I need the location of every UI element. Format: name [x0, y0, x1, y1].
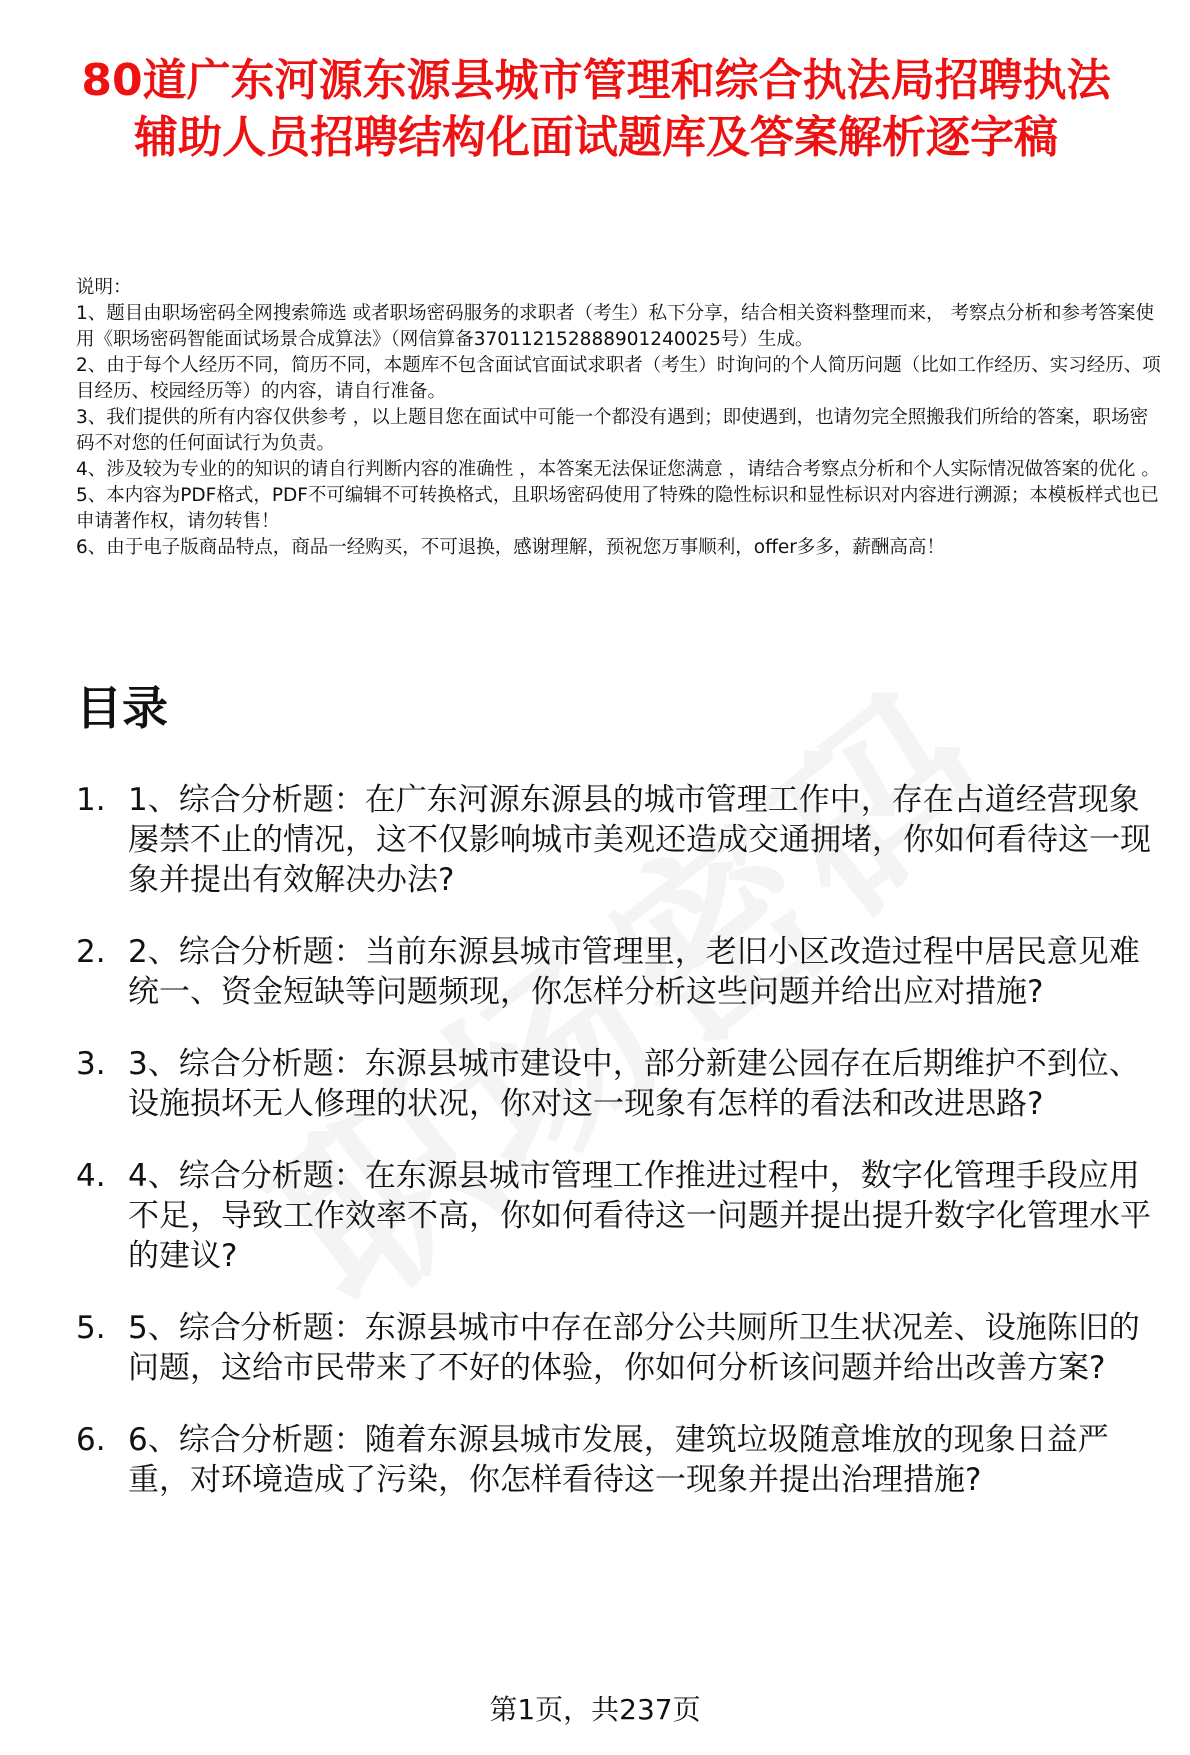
toc-item-number: 3. [76, 1046, 106, 1082]
note-item: 1、题目由职场密码全网搜索筛选 或者职场密码服务的求职者（考生）私下分享，结合相关资料整理而来， 考察点分析和参考答案使用《职场密码智能面试场景合成算法》（网信算备370112152888901240025号）生成。 [76, 303, 1155, 350]
toc-item[interactable] [76, 1308, 1166, 1388]
toc-item[interactable] [76, 780, 1166, 900]
toc-item-number: 2. [76, 934, 106, 970]
toc-list [76, 780, 1166, 1532]
toc-item-text[interactable]: 5、综合分析题：东源县城市中存在部分公共厕所卫生状况差、设施陈旧的问题，这给市民带来了不好的体验，你如何分析该问题并给出改善方案? [128, 1310, 1140, 1386]
toc-item-number: 5. [76, 1310, 106, 1346]
note-item: 5、本内容为PDF格式，PDF不可编辑不可转换格式，且职场密码使用了特殊的隐性标识和显性标识对内容进行溯源；本模板样式也已申请著作权，请勿转售！ [76, 485, 1159, 532]
toc-item[interactable] [76, 1044, 1166, 1124]
toc-item-text[interactable]: 2、综合分析题：当前东源县城市管理里，老旧小区改造过程中居民意见难统一、资金短缺等问题频现，你怎样分析这些问题并给出应对措施? [128, 934, 1140, 1010]
toc-item[interactable] [76, 932, 1166, 1012]
note-item: 6、由于电子版商品特点，商品一经购买，不可退换，感谢理解，预祝您万事顺利，offer多多，薪酬高高！ [76, 537, 945, 558]
document-title: 80道广东河源东源县城市管理和综合执法局招聘执法辅助人员招聘结构化面试题库及答案解析逐字稿 [81, 55, 1111, 163]
toc-item-number: 1. [76, 782, 106, 818]
toc-item-text[interactable]: 4、综合分析题：在东源县城市管理工作推进过程中，数字化管理手段应用不足，导致工作效率不高，你如何看待这一问题并提出提升数字化管理水平的建议? [128, 1158, 1151, 1274]
toc-item-text[interactable]: 3、综合分析题：东源县城市建设中，部分新建公园存在后期维护不到位、设施损坏无人修理的状况，你对这一现象有怎样的看法和改进思路? [128, 1046, 1140, 1122]
notes-heading: 说明： [76, 277, 132, 298]
note-item: 3、我们提供的所有内容仅供参考 ，以上题目您在面试中可能一个都没有遇到；即使遇到，也请勿完全照搬我们所给的答案，职场密码不对您的任何面试行为负责。 [76, 407, 1149, 454]
notes-section [76, 275, 1166, 561]
toc-item-text[interactable]: 1、综合分析题：在广东河源东源县的城市管理工作中，存在占道经营现象屡禁不止的情况，这不仅影响城市美观还造成交通拥堵，你如何看待这一现象并提出有效解决办法? [128, 782, 1151, 898]
toc-item-number: 4. [76, 1158, 106, 1194]
toc-item[interactable] [76, 1420, 1166, 1500]
toc-item-number: 6. [76, 1422, 106, 1458]
toc-heading: 目录 [76, 681, 168, 735]
note-item: 2、由于每个人经历不同，简历不同，本题库不包含面试官面试求职者（考生）时询问的个人简历问题（比如工作经历、实习经历、项目经历、校园经历等）的内容，请自行准备。 [76, 355, 1161, 402]
page-number-footer: 第1页，共237页 [489, 1693, 701, 1726]
note-item: 4、涉及较为专业的的知识的请自行判断内容的准确性 ，本答案无法保证您满意 ，请结合考察点分析和个人实际情况做答案的优化 。 [76, 459, 1160, 480]
toc-item-text[interactable]: 6、综合分析题：随着东源县城市发展，建筑垃圾随意堆放的现象日益严重，对环境造成了污染，你怎样看待这一现象并提出治理措施? [128, 1422, 1109, 1498]
toc-item[interactable] [76, 1156, 1166, 1276]
